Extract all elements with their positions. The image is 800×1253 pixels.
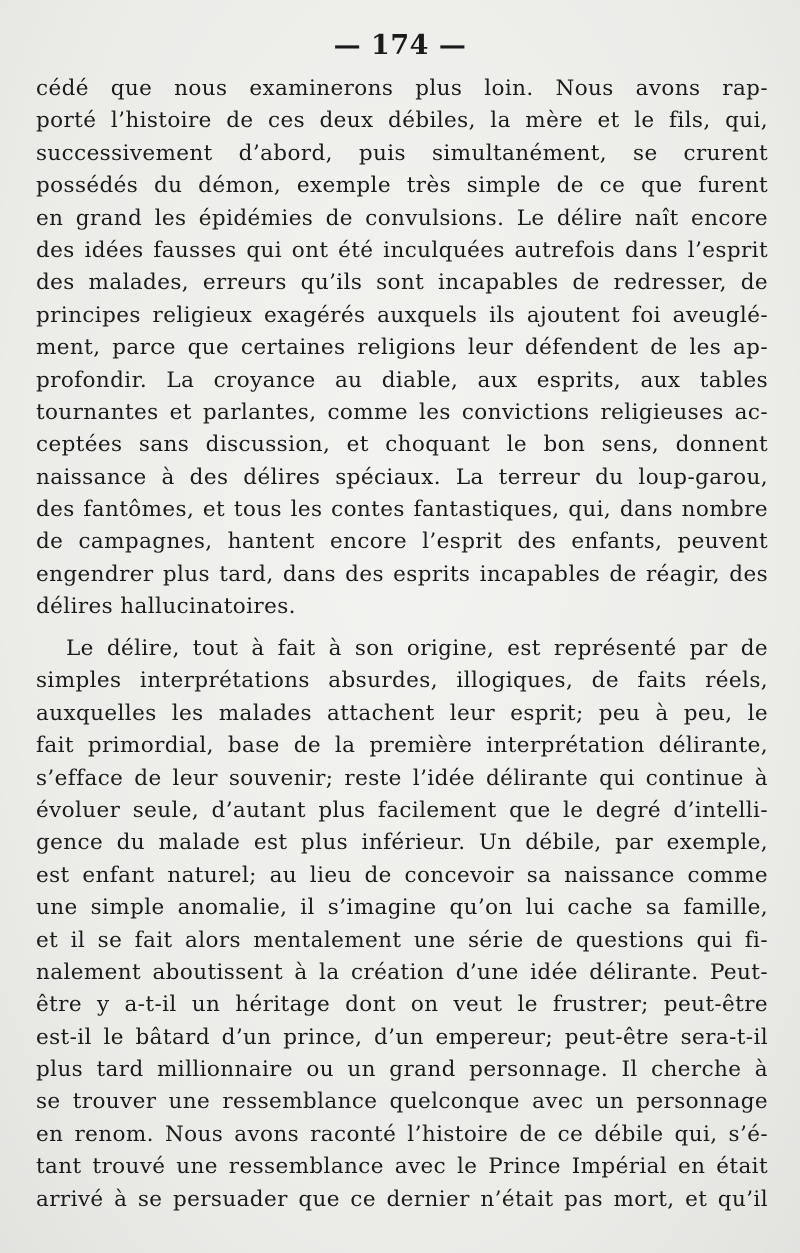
text-line: fait primordial, base de la première interprétation délirante, [36, 733, 768, 759]
text-line: naissance à des délires spéciaux. La terreur du loup-garou, [36, 464, 768, 490]
text-line: engendrer plus tard, dans des esprits incapables de réagir, des [36, 561, 768, 587]
text-line: de campagnes, hantent encore l’esprit des enfants, peuvent [36, 529, 768, 555]
text-line: et il se fait alors mentalement une série de questions qui fi- [36, 927, 768, 953]
text-line: est-il le bâtard d’un prince, d’un empereur; peut-être sera-t-il [36, 1024, 768, 1050]
text-line: porté l’histoire de ces deux débiles, la mère et le fils, qui, [36, 108, 768, 134]
text-line: auxquelles les malades attachent leur esprit; peu à peu, le [36, 700, 768, 726]
text-line: arrivé à se persuader que ce dernier n’était pas mort, et qu’il [36, 1186, 768, 1212]
text-line: délires hallucinatoires. [36, 594, 296, 620]
paragraph-1 [36, 73, 768, 624]
text-line: ceptées sans discussion, et choquant le bon sens, donnent [36, 432, 768, 458]
text-line: des fantômes, et tous les contes fantastiques, qui, dans nombre [36, 497, 768, 523]
text-line: profondir. La croyance au diable, aux esprits, aux tables [36, 367, 768, 393]
page-number: — 174 — [333, 30, 467, 61]
text-line: plus tard millionnaire ou un grand personnage. Il cherche à [36, 1057, 768, 1083]
text-line: est enfant naturel; au lieu de concevoir sa naissance comme [36, 862, 768, 888]
text-line: Le délire, tout à fait à son origine, est représenté par de [66, 636, 768, 661]
text-line: ment, parce que certaines religions leur défendent de les ap- [36, 335, 768, 361]
text-line: possédés du démon, exemple très simple de ce que furent [36, 173, 768, 199]
text-line: nalement aboutissent à la création d’une idée délirante. Peut- [36, 959, 768, 985]
text-line: principes religieux exagérés auxquels ils ajoutent foi aveuglé- [36, 302, 768, 328]
text-line: des malades, erreurs qu’ils sont incapables de redresser, de [36, 270, 768, 296]
text-line: en grand les épidémies de convulsions. Le délire naît encore [36, 205, 768, 231]
text-line: gence du malade est plus inférieur. Un débile, par exemple, [36, 830, 768, 856]
text-line: des idées fausses qui ont été inculquées autrefois dans l’esprit [36, 237, 768, 263]
text-line: successivement d’abord, puis simultanément, se crurent [36, 140, 768, 166]
text-line: en renom. Nous avons raconté l’histoire de ce débile qui, s’é- [36, 1121, 768, 1147]
text-line: une simple anomalie, il s’imagine qu’on lui cache sa famille, [36, 895, 768, 921]
text-line: être y a-t-il un héritage dont on veut le frustrer; peut-être [36, 992, 768, 1018]
text-line: tournantes et parlantes, comme les convictions religieuses ac- [36, 399, 768, 425]
text-line: tant trouvé une ressemblance avec le Prince Impérial en était [36, 1154, 768, 1180]
text-line: s’efface de leur souvenir; reste l’idée délirante qui continue à [36, 765, 768, 791]
text-line: se trouver une ressemblance quelconque avec un personnage [36, 1089, 768, 1115]
text-line: simples interprétations absurdes, illogiques, de faits réels, [36, 668, 768, 694]
text-line: cédé que nous examinerons plus loin. Nous avons rap- [36, 76, 768, 101]
paragraph-2 [36, 633, 768, 1216]
text-line: évoluer seule, d’autant plus facilement que le degré d’intelli- [36, 797, 768, 823]
